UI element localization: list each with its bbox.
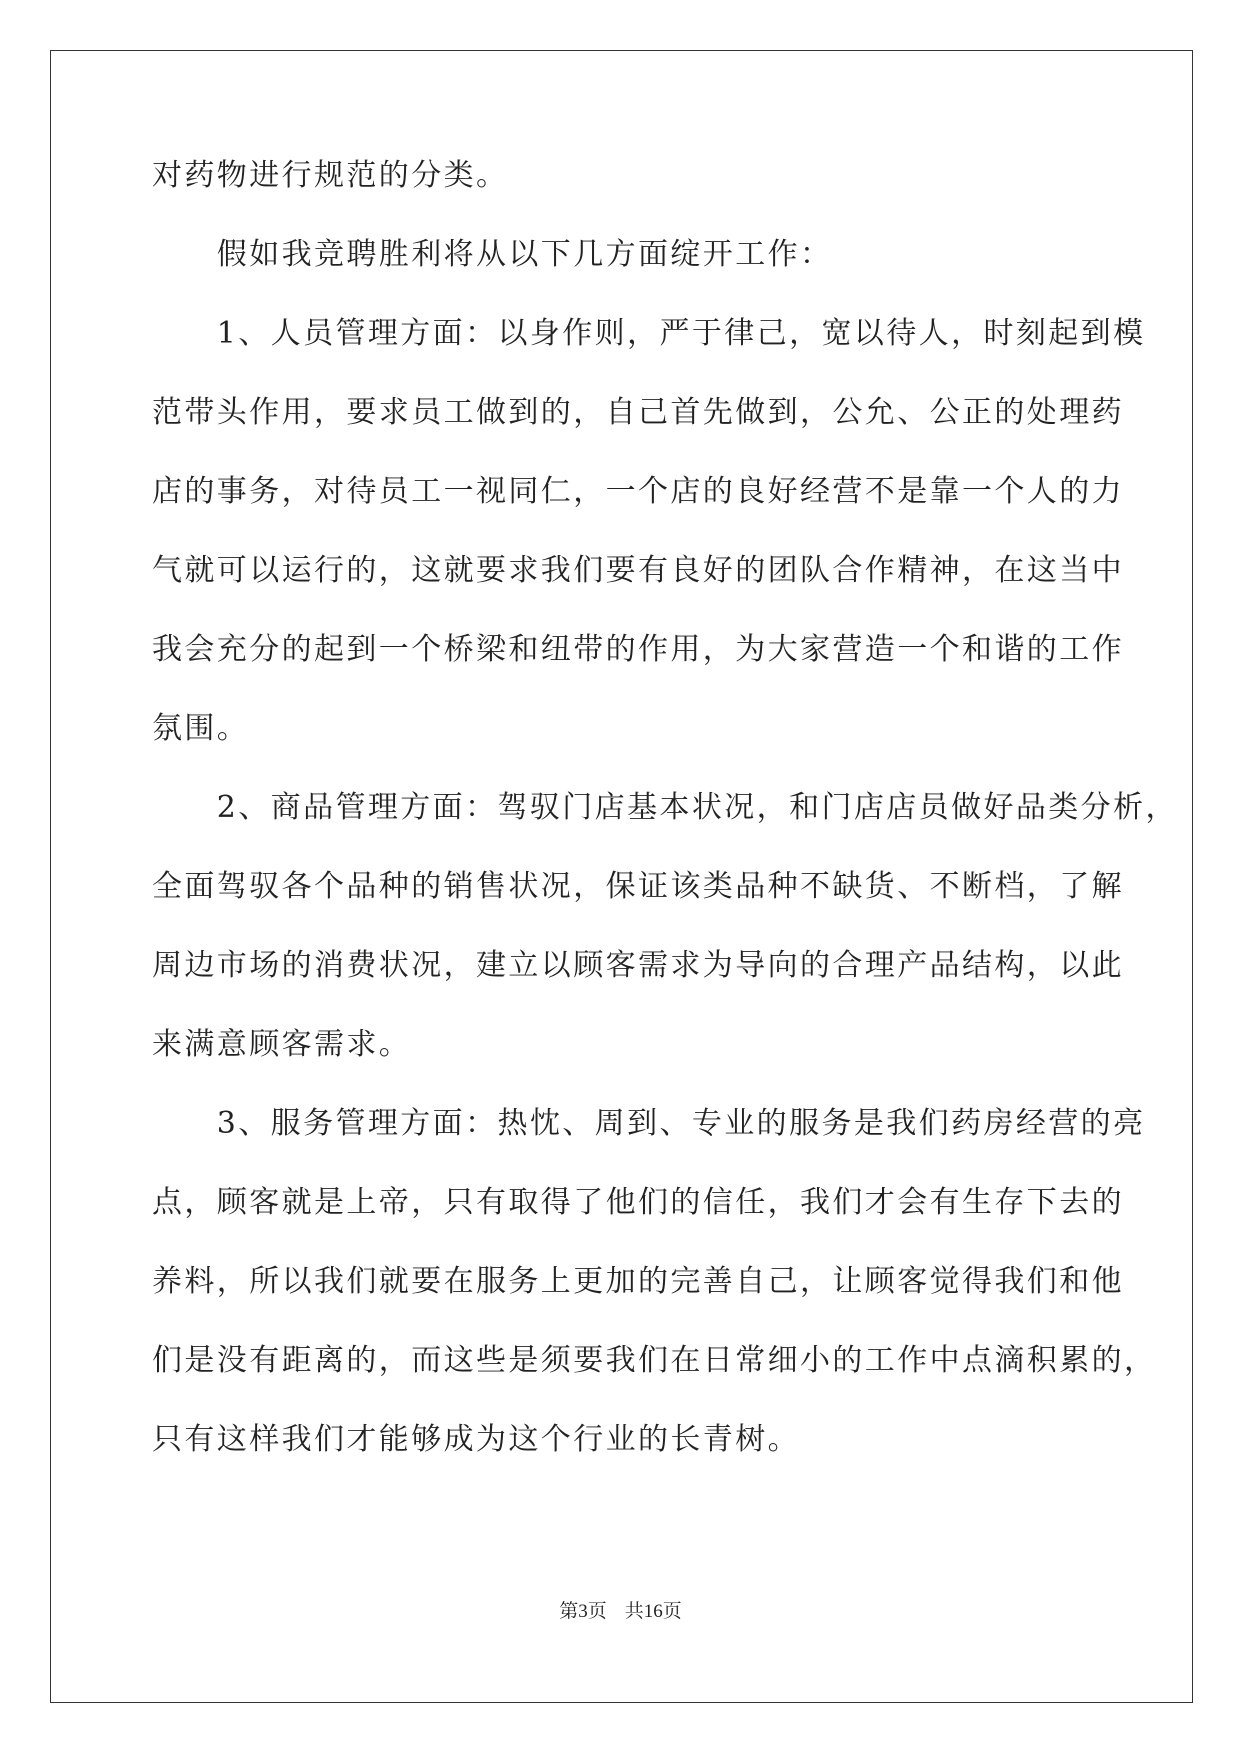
text-line: 点，顾客就是上帝，只有取得了他们的信任，我们才会有生存下去的 xyxy=(152,1185,1124,1220)
text-line: 我会充分的起到一个桥梁和纽带的作用，为大家营造一个和谐的工作 xyxy=(152,632,1124,667)
text-line: 假如我竞聘胜利将从以下几方面绽开工作： xyxy=(152,237,833,272)
text-line: 3、服务管理方面：热忱、周到、专业的服务是我们药房经营的亮 xyxy=(152,1106,1146,1141)
text-line: 周边市场的消费状况，建立以顾客需求为导向的合理产品结构，以此 xyxy=(152,948,1124,983)
text-line: 全面驾驭各个品种的销售状况，保证该类品种不缺货、不断档，了解 xyxy=(152,869,1124,904)
text-line: 1、人员管理方面：以身作则，严于律己，宽以待人，时刻起到模 xyxy=(152,316,1146,351)
text-line: 来满意顾客需求。 xyxy=(152,1027,412,1062)
text-line: 气就可以运行的，这就要求我们要有良好的团队合作精神，在这当中 xyxy=(152,553,1124,588)
document-body xyxy=(152,158,1178,1501)
text-line: 范带头作用，要求员工做到的，自己首先做到，公允、公正的处理药 xyxy=(152,395,1124,430)
text-line: 2、商品管理方面：驾驭门店基本状况，和门店店员做好品类分析， xyxy=(152,790,1178,825)
page-number: 第3页 xyxy=(559,1601,607,1622)
text-line: 养料，所以我们就要在服务上更加的完善自己，让顾客觉得我们和他 xyxy=(152,1264,1124,1299)
text-line: 对药物进行规范的分类。 xyxy=(152,158,509,193)
page-total: 共16页 xyxy=(624,1601,682,1622)
text-line: 店的事务，对待员工一视同仁，一个店的良好经营不是靠一个人的力 xyxy=(152,474,1124,509)
text-line: 们是没有距离的，而这些是须要我们在日常细小的工作中点滴积累的， xyxy=(152,1343,1157,1378)
text-line: 氛围。 xyxy=(152,711,250,746)
page-footer xyxy=(0,1596,1241,1623)
text-line: 只有这样我们才能够成为这个行业的长青树。 xyxy=(152,1422,800,1457)
